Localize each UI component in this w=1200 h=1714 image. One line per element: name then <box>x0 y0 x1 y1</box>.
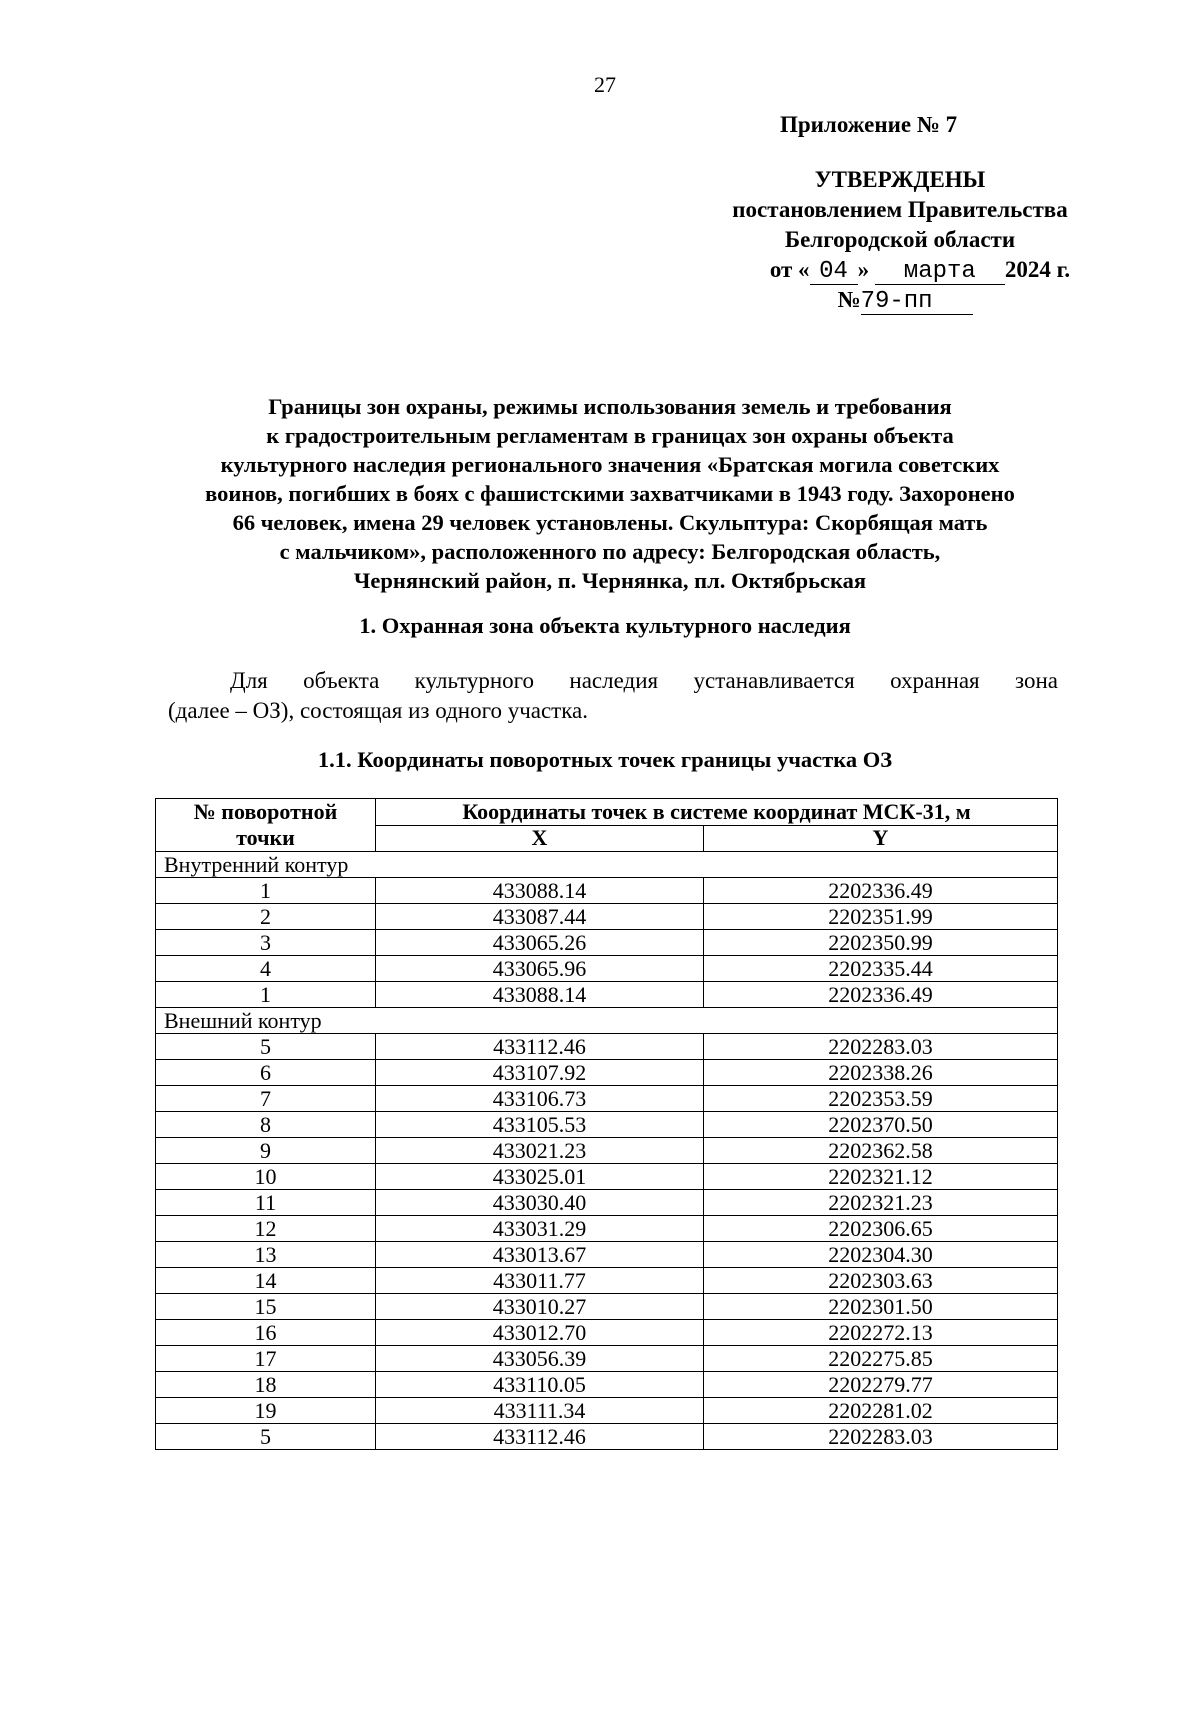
x-coordinate: 433112.46 <box>376 1424 704 1450</box>
body-paragraph <box>168 666 1058 726</box>
table-row <box>156 1424 1058 1450</box>
date-year: 2024 г. <box>1004 257 1071 282</box>
y-coordinate: 2202335.44 <box>704 956 1058 982</box>
table-row <box>156 1216 1058 1242</box>
point-number: 3 <box>156 930 376 956</box>
y-coordinate: 2202281.02 <box>704 1398 1058 1424</box>
x-coordinate: 433105.53 <box>376 1112 704 1138</box>
subsection-heading: 1.1. Координаты поворотных точек границы участка ОЗ <box>317 747 893 772</box>
x-coordinate: 433012.70 <box>376 1320 704 1346</box>
coordinates-table <box>155 798 1058 1450</box>
y-coordinate: 2202279.77 <box>704 1372 1058 1398</box>
x-coordinate: 433107.92 <box>376 1060 704 1086</box>
y-coordinate: 2202321.23 <box>704 1190 1058 1216</box>
x-coordinate: 433031.29 <box>376 1216 704 1242</box>
x-coordinate: 433010.27 <box>376 1294 704 1320</box>
table-row <box>156 1372 1058 1398</box>
y-coordinate: 2202353.59 <box>704 1086 1058 1112</box>
x-coordinate: 433087.44 <box>376 904 704 930</box>
table-group-row <box>156 852 1058 878</box>
y-coordinate: 2202272.13 <box>704 1320 1058 1346</box>
table-row <box>156 1138 1058 1164</box>
table-row <box>156 1060 1058 1086</box>
table-row <box>156 1242 1058 1268</box>
point-number: 5 <box>156 1034 376 1060</box>
appendix-label: Приложение № 7 <box>780 112 958 137</box>
title-line: к градостроительным регламентам в границах зон охраны объекта <box>266 423 954 448</box>
point-number: 15 <box>156 1294 376 1320</box>
table-row <box>156 1346 1058 1372</box>
point-number: 12 <box>156 1216 376 1242</box>
approval-line-1: постановлением Правительства <box>732 197 1068 222</box>
x-coordinate: 433111.34 <box>376 1398 704 1424</box>
y-coordinate: 2202350.99 <box>704 930 1058 956</box>
document-title <box>140 392 1080 595</box>
point-number: 14 <box>156 1268 376 1294</box>
x-coordinate: 433110.05 <box>376 1372 704 1398</box>
y-coordinate: 2202301.50 <box>704 1294 1058 1320</box>
contour-label: Внутренний контур <box>156 852 1058 878</box>
x-coordinate: 433013.67 <box>376 1242 704 1268</box>
y-coordinate: 2202306.65 <box>704 1216 1058 1242</box>
x-coordinate: 433065.96 <box>376 956 704 982</box>
point-number: 8 <box>156 1112 376 1138</box>
table-row <box>156 1112 1058 1138</box>
header-x: X <box>376 825 704 852</box>
paragraph-line-1: Для объекта культурного наследия устанавливается охранная зона <box>230 668 1058 693</box>
point-number: 4 <box>156 956 376 982</box>
x-coordinate: 433030.40 <box>376 1190 704 1216</box>
table-row <box>156 878 1058 904</box>
table-row <box>156 1034 1058 1060</box>
y-coordinate: 2202304.30 <box>704 1242 1058 1268</box>
header-y: Y <box>704 825 1058 852</box>
table-row <box>156 1268 1058 1294</box>
y-coordinate: 2202351.99 <box>704 904 1058 930</box>
title-line: Чернянский район, п. Чернянка, пл. Октябрьская <box>353 568 867 593</box>
number-prefix: № <box>837 287 861 312</box>
table-row <box>156 956 1058 982</box>
paragraph-line-2: (далее – ОЗ), состоящая из одного участка. <box>168 698 589 723</box>
table-group-row <box>156 1008 1058 1034</box>
date-prefix: от « <box>769 257 810 282</box>
x-coordinate: 433106.73 <box>376 1086 704 1112</box>
x-coordinate: 433011.77 <box>376 1268 704 1294</box>
date-day: 04 <box>810 260 858 285</box>
table-row <box>156 1190 1058 1216</box>
y-coordinate: 2202321.12 <box>704 1164 1058 1190</box>
approval-line-2: Белгородской области <box>784 227 1016 252</box>
y-coordinate: 2202283.03 <box>704 1424 1058 1450</box>
table-row <box>156 904 1058 930</box>
point-number: 1 <box>156 982 376 1008</box>
header-coordinates: Координаты точек в системе координат МСК-31, м <box>376 799 1058 826</box>
point-number: 11 <box>156 1190 376 1216</box>
y-coordinate: 2202336.49 <box>704 878 1058 904</box>
x-coordinate: 433065.26 <box>376 930 704 956</box>
point-number: 1 <box>156 878 376 904</box>
page-number: 27 <box>594 72 616 97</box>
y-coordinate: 2202338.26 <box>704 1060 1058 1086</box>
contour-label: Внешний контур <box>156 1008 1058 1034</box>
table-row <box>156 1294 1058 1320</box>
point-number: 9 <box>156 1138 376 1164</box>
section-heading: 1. Охранная зона объекта культурного наследия <box>359 613 851 638</box>
approval-heading: УТВЕРЖДЕНЫ <box>814 167 986 192</box>
x-coordinate: 433025.01 <box>376 1164 704 1190</box>
point-number: 17 <box>156 1346 376 1372</box>
point-number: 7 <box>156 1086 376 1112</box>
y-coordinate: 2202303.63 <box>704 1268 1058 1294</box>
x-coordinate: 433088.14 <box>376 878 704 904</box>
point-number: 16 <box>156 1320 376 1346</box>
y-coordinate: 2202336.49 <box>704 982 1058 1008</box>
approval-block <box>680 165 1120 315</box>
approval-number <box>680 285 1120 315</box>
point-number: 13 <box>156 1242 376 1268</box>
x-coordinate: 433112.46 <box>376 1034 704 1060</box>
y-coordinate: 2202362.58 <box>704 1138 1058 1164</box>
table-row <box>156 930 1058 956</box>
y-coordinate: 2202370.50 <box>704 1112 1058 1138</box>
x-coordinate: 433021.23 <box>376 1138 704 1164</box>
table-row <box>156 1320 1058 1346</box>
date-month: марта <box>875 260 1005 285</box>
date-mid: » <box>857 257 870 282</box>
point-number: 6 <box>156 1060 376 1086</box>
table-body <box>156 852 1058 1450</box>
y-coordinate: 2202283.03 <box>704 1034 1058 1060</box>
point-number: 19 <box>156 1398 376 1424</box>
table-row <box>156 1086 1058 1112</box>
point-number: 10 <box>156 1164 376 1190</box>
y-coordinate: 2202275.85 <box>704 1346 1058 1372</box>
point-number: 2 <box>156 904 376 930</box>
x-coordinate: 433056.39 <box>376 1346 704 1372</box>
title-line: Границы зон охраны, режимы использования земель и требования <box>268 394 952 419</box>
title-line: с мальчиком», расположенного по адресу: Белгородская область, <box>279 539 941 564</box>
number-value: 79-пп <box>861 290 973 315</box>
title-line: 66 человек, имена 29 человек установлены. Скульптура: Скорбящая мать <box>232 510 988 535</box>
title-line: воинов, погибших в боях с фашистскими захватчиками в 1943 году. Захоронено <box>205 481 1015 506</box>
table-row <box>156 982 1058 1008</box>
title-line: культурного наследия регионального значения «Братская могила советских <box>220 452 1000 477</box>
header-point-number: № поворотной точки <box>156 799 376 852</box>
table-row <box>156 1164 1058 1190</box>
x-coordinate: 433088.14 <box>376 982 704 1008</box>
approval-date <box>680 255 1120 285</box>
table-row <box>156 1398 1058 1424</box>
point-number: 18 <box>156 1372 376 1398</box>
point-number: 5 <box>156 1424 376 1450</box>
